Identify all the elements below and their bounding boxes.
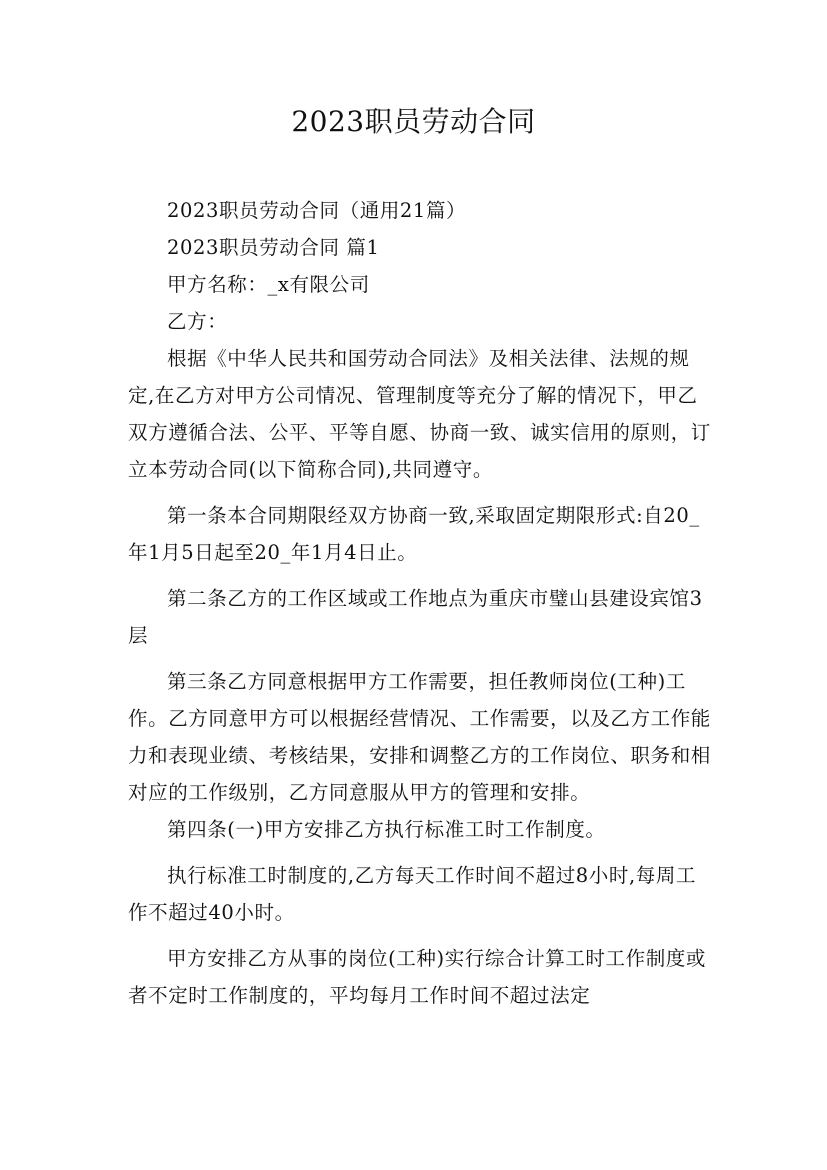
paragraph-flexible-hours: 甲方安排乙方从事的岗位(工种)实行综合计算工时工作制度或者不定时工作制度的，平均每月工作时间不超过法定 — [128, 947, 707, 1007]
paragraph-preamble: 根据《中华人民共和国劳动合同法》及相关法律、法规的规定,在乙方对甲方公司情况、管理制度等充分了解的情况下，甲乙双方遵循合法、公平、平等自愿、协商一致、诚实信用的原则，订立本劳动合同(以下简称合同),共同遵守。 — [128, 347, 711, 481]
paragraph-article-2: 第二条乙方的工作区域或工作地点为重庆市璧山县建设宾馆3层 — [128, 587, 703, 647]
paragraph-subtitle: 2023职员劳动合同（通用21篇） — [167, 199, 467, 222]
paragraph-article-3: 第三条乙方同意根据甲方工作需要，担任教师岗位(工种)工作。乙方同意甲方可以根据经营情况、工作需要，以及乙方工作能力和表现业绩、考核结果，安排和调整乙方的工作岗位、职务和相对应的工作级别，乙方同意服从甲方的管理和安排。 — [128, 670, 711, 804]
paragraph-standard-hours: 执行标准工时制度的,乙方每天工作时间不超过8小时,每周工作不超过40小时。 — [128, 864, 697, 924]
paragraph-party-b: 乙方： — [167, 310, 228, 333]
paragraph-article-1: 第一条本合同期限经双方协商一致,采取固定期限形式:自20_年1月5日起至20_年1月4日止。 — [128, 504, 700, 564]
paragraph-article-4: 第四条(一)甲方安排乙方执行标准工时工作制度。 — [167, 818, 606, 841]
paragraph-section-heading: 2023职员劳动合同 篇1 — [167, 236, 380, 259]
paragraph-party-a: 甲方名称：_x有限公司 — [167, 273, 370, 296]
document-body — [128, 192, 714, 1014]
document-title: 2023职员劳动合同 — [291, 105, 536, 138]
